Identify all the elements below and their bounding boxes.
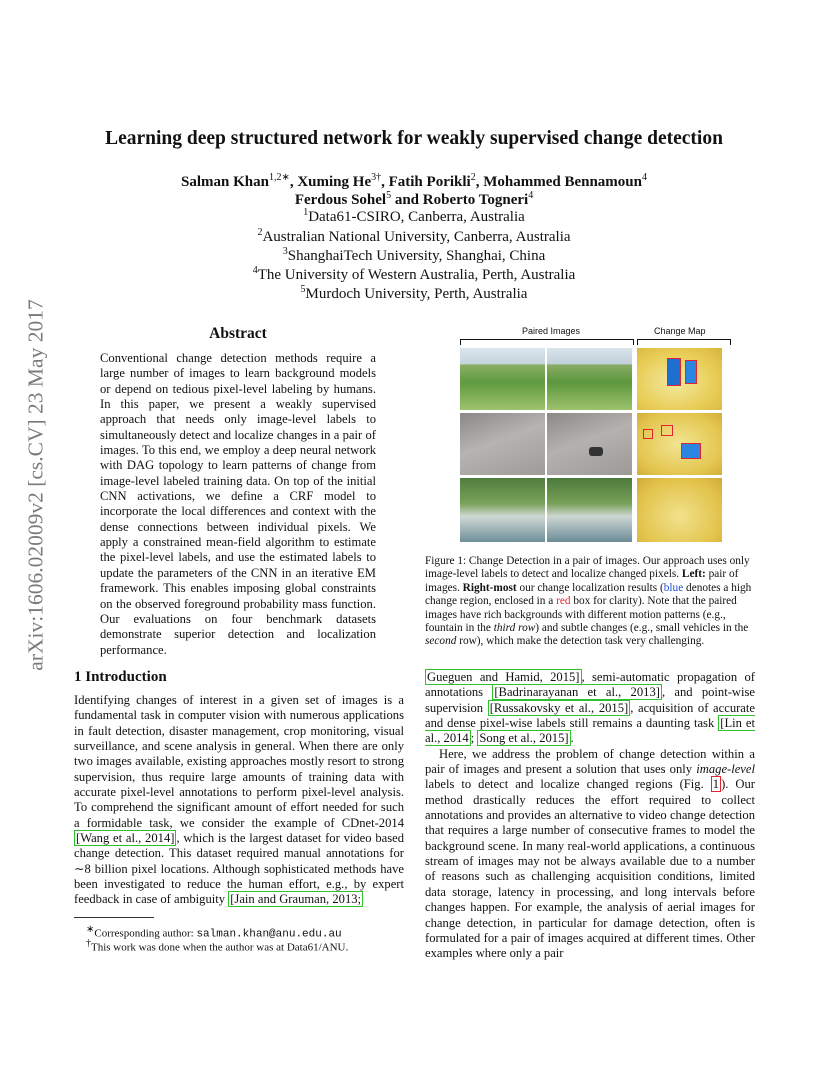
abstract-heading: Abstract — [209, 325, 267, 342]
figure-image-row1-a — [460, 348, 545, 410]
change-region-box — [685, 360, 697, 384]
affiliation-2: $^2$Australian National University, Canberra, Australia — [257, 227, 571, 245]
intro-paragraph-2: Here, we address the problem of change detection within a pair of images and present a solution that uses only image-level labels to detect and localize changed regions (Fig. 1 ). Our method drastically reduces the effort required to collect annotations and provides an alternative to video change detection that requires a large number of consecutive frames to model the background scene. In many real-world applications, a continuous stream of images may not be always available due to a number of reasons such as challenging acquisition conditions, limited data storage, latency in processing, and long intervals before changes happen. For example, the analysis of aerial images for change detection, in particular for damage detection, often is formulated for a pair of images acquired at different times. Other examples where only a pair — [425, 746, 755, 961]
abstract-text: Conventional change detection methods require a large number of images to learn background models or depend on tedious pixel-level labeling by humans. In this paper, we present a weakly supervised approach that needs only image-level labels to simultaneously detect and localize changes in a pair of images. To this end, we employ a deep neural network with DAG topology to learn patterns of change from image-level labeled training data. On top of the initial CNN activations, we define a CRF model to incorporate the local differences and context with the dense connections between individual pixels. We apply a constrained mean-field algorithm to estimate the pixel-level labels, and use the estimated labels to update the parameters of the CNN in an iterative EM framework. This enables imposing global constraints on the observed foreground probability mass function. Our evaluations on four benchmark datasets demonstrate superior detection and localization performance. — [100, 351, 376, 657]
figure-image-row2-b — [547, 413, 632, 475]
footnote-corresponding: ∗Corresponding author: salman.khan@anu.edu.au — [86, 924, 342, 941]
arxiv-identifier: arXiv:1606.02009v2 [cs.CV] 23 May 2017 — [23, 299, 48, 671]
citation-link[interactable]: [Lin et al., 2014 — [425, 716, 756, 746]
change-region-box — [681, 443, 701, 459]
intro-left-column: Identifying changes of interest in a given set of images is a fundamental task in computer vision with numerous applications in fault detection, disaster management, crop monitoring, visual surveillance, and scene analysis in general. When there are only two images available, existing approaches mostly resort to strong supervision, thus require large amounts of training data with accurate pixel-level annotations to perform pixel-level analysis. To comprehend the significant amount of effort needed for such a formidable task, we consider the example of CDnet-2014 [Wang et al., 2014] , which is the largest dataset for video based change detection. This dataset required manual annotations for ∼8 billion pixel locations. Although sophisticated methods have been investigated to reduce the human effort, e.g., by expert feedback in case of ambiguity [Jain and Grauman, 2013; — [74, 693, 404, 907]
figure-image-row1-b — [547, 348, 632, 410]
author-line-2: Ferdous Sohel$^5$ and Roberto Togneri$^4$ — [294, 190, 534, 208]
citation-link[interactable]: [Jain and Grauman, 2013; — [230, 892, 362, 907]
footnote-work: †This work was done when the author was at Data61/ANU. — [86, 938, 349, 954]
figure-caption: Figure 1: Change Detection in a pair of images. Our approach uses only image-level labels to detect and localize changed pixels. Left: pair of images. Right-most our change localization results (blue denotes a high change region, enclosed in a red box for clarity). Note that the paired images have rich backgrounds with different motion patterns (e.g., fountain in the third row) and subtle changes (e.g., small vehicles in the second row), which make the detection task very challenging. — [425, 555, 752, 648]
affiliation-5: $^5$Murdoch University, Perth, Australia — [300, 284, 528, 302]
affiliation-4: $^4$The University of Western Australia, Perth, Australia — [252, 265, 576, 283]
paper-title: Learning deep structured network for weakly supervised change detection — [105, 128, 723, 149]
figure-image-row2-a — [460, 413, 545, 475]
figure-image-row3-b — [547, 478, 632, 542]
arxiv-sidebar — [24, 270, 48, 700]
figure-reference-link[interactable]: 1 — [712, 777, 720, 792]
citation-link[interactable]: [Wang et al., 2014] — [76, 831, 175, 846]
change-region-box — [643, 429, 653, 439]
figure-brace-change — [637, 339, 731, 345]
email-link[interactable]: salman.khan@anu.edu.au — [196, 928, 342, 941]
figure-image-row3-a — [460, 478, 545, 542]
figure-1 — [455, 326, 755, 548]
figure-change-map-row1 — [637, 348, 722, 410]
intro-paragraph-1: Gueguen and Hamid, 2015] , semi-automatic propagation of annotations [Badrinarayanan et al., 2013] , and point-wise supervision [Russakovsky et al., 2015] , acquisition of accurate and dense pixel-wise labels still remains a daunting task [Lin et al., 2014 ; Song et al., 2015] . — [425, 670, 756, 746]
figure-label-change-map: Change Map — [654, 326, 706, 336]
figure-change-map-row2 — [637, 413, 722, 475]
citation-link[interactable]: Song et al., 2015] — [479, 731, 569, 746]
change-region-box — [667, 358, 681, 386]
affiliation-1: $^1$Data61-CSIRO, Canberra, Australia — [303, 207, 525, 225]
figure-brace-paired — [460, 339, 634, 345]
affiliation-3: $^3$ShanghaiTech University, Shanghai, China — [282, 246, 546, 264]
figure-label-paired: Paired Images — [522, 326, 581, 336]
citation-link[interactable]: [Russakovsky et al., 2015] — [489, 700, 629, 715]
figure-change-map-row3 — [637, 478, 722, 542]
citation-link[interactable]: [Badrinarayanan et al., 2013] — [494, 685, 660, 700]
citation-link[interactable]: Gueguen and Hamid, 2015] — [427, 670, 580, 684]
change-region-box — [661, 425, 673, 436]
author-line-1: Salman Khan$^{1,2∗}$, Xuming $He^{3\dagger}$, Fatih Porikli$^2$, Mohammed Bennamoun$^4$ — [181, 172, 647, 190]
section-heading-introduction: 1 Introduction — [74, 669, 167, 685]
footnote-rule — [74, 917, 154, 918]
intro-right-column — [425, 670, 755, 962]
